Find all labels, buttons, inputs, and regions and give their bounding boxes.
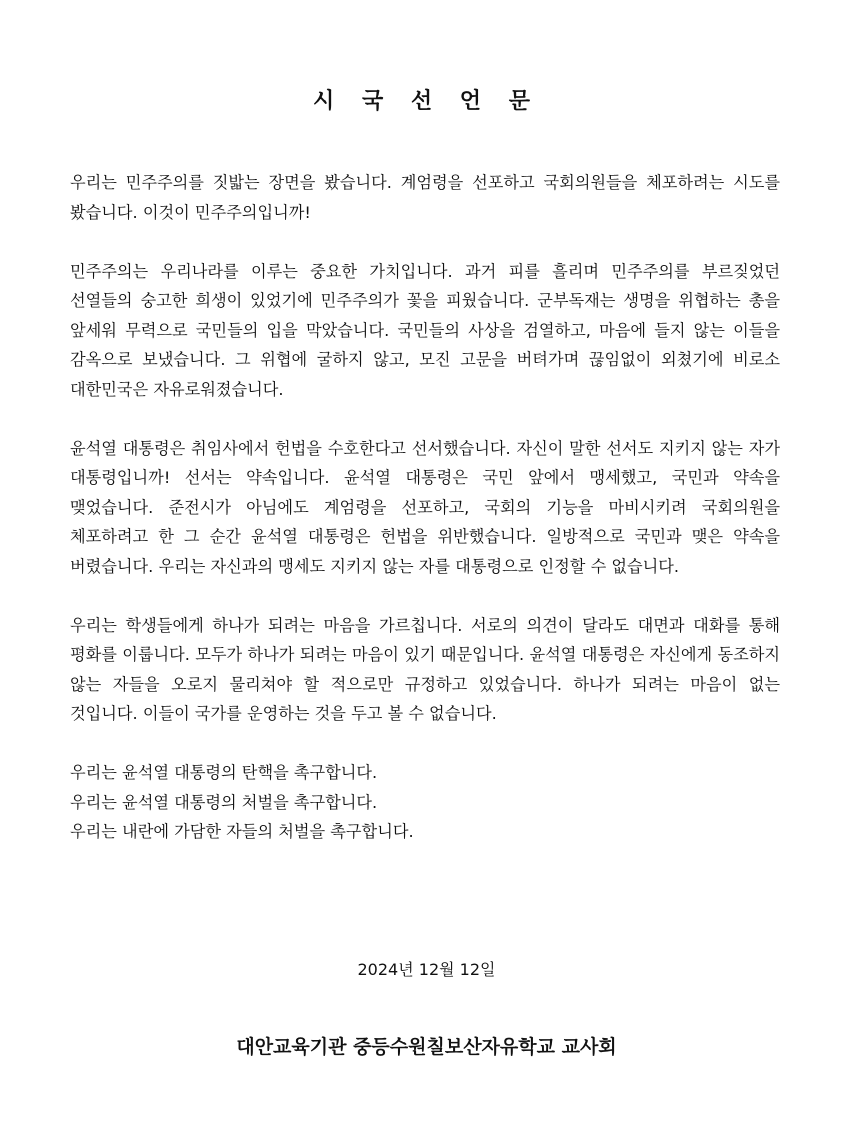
paragraph-2: 민주주의는 우리나라를 이루는 중요한 가치입니다. 과거 피를 흘리며 민주주의를 부르짖었던 선열들의 숭고한 희생이 있었기에 민주주의가 꽃을 피웠습니다. 군부독재는 생명을 위협하는 총을 앞세워 무력으로 국민들의 입을 막았습니다. 국민들의 사상을 검열하고, 마음에 들지 않는 이들을 감옥으로 보냈습니다. 그 위협에 굴하지 않고, 모진 고문을 버텨가며 끊임없이 외쳤기에 비로소 대한민국은 자유로워졌습니다.	[70, 261, 780, 399]
document-body	[70, 168, 780, 847]
document-date: 2024년 12월 12일	[357, 960, 496, 979]
demands-list	[70, 758, 780, 847]
demand-punish-accomplices: 우리는 내란에 가담한 자들의 처벌을 촉구합니다.	[70, 822, 414, 841]
signature: 대안교육기관 중등수원칠보산자유학교 교사회	[236, 1036, 617, 1058]
document-title: 시 국 선 언 문	[313, 89, 540, 114]
demand-punishment: 우리는 윤석열 대통령의 처벌을 촉구합니다.	[70, 792, 378, 812]
demand-impeachment: 우리는 윤석열 대통령의 탄핵을 촉구합니다.	[70, 763, 378, 782]
paragraph-3: 윤석열 대통령은 취임사에서 헌법을 수호한다고 선서했습니다. 자신이 말한 선서도 지키지 않는 자가 대통령입니까! 선서는 약속입니다. 윤석열 대통령은 국민 앞에서 맹세했고, 국민과 약속을 맺었습니다. 준전시가 아님에도 계엄령을 선포하고, 국회의 기능을 마비시키려 국회의원을 체포하려고 한 그 순간 윤석열 대통령은 헌법을 위반했습니다. 일방적으로 국민과 맺은 약속을 버렸습니다. 우리는 자신과의 맹세도 지키지 않는 자를 대통령으로 인정할 수 없습니다.	[70, 438, 780, 576]
paragraph-1: 우리는 민주주의를 짓밟는 장면을 봤습니다. 계엄령을 선포하고 국회의원들을 체포하려는 시도를 봤습니다. 이것이 민주주의입니까!	[70, 173, 780, 222]
paragraph-4: 우리는 학생들에게 하나가 되려는 마음을 가르칩니다. 서로의 의견이 달라도 대면과 대화를 통해 평화를 이룹니다. 모두가 하나가 되려는 마음이 있기 때문입니다. 윤석열 대통령은 자신에게 동조하지 않는 자들을 오로지 물리쳐야 할 적으로만 규정하고 있었습니다. 하나가 되려는 마음이 없는 것입니다. 이들이 국가를 운영하는 것을 두고 볼 수 없습니다.	[70, 615, 780, 723]
